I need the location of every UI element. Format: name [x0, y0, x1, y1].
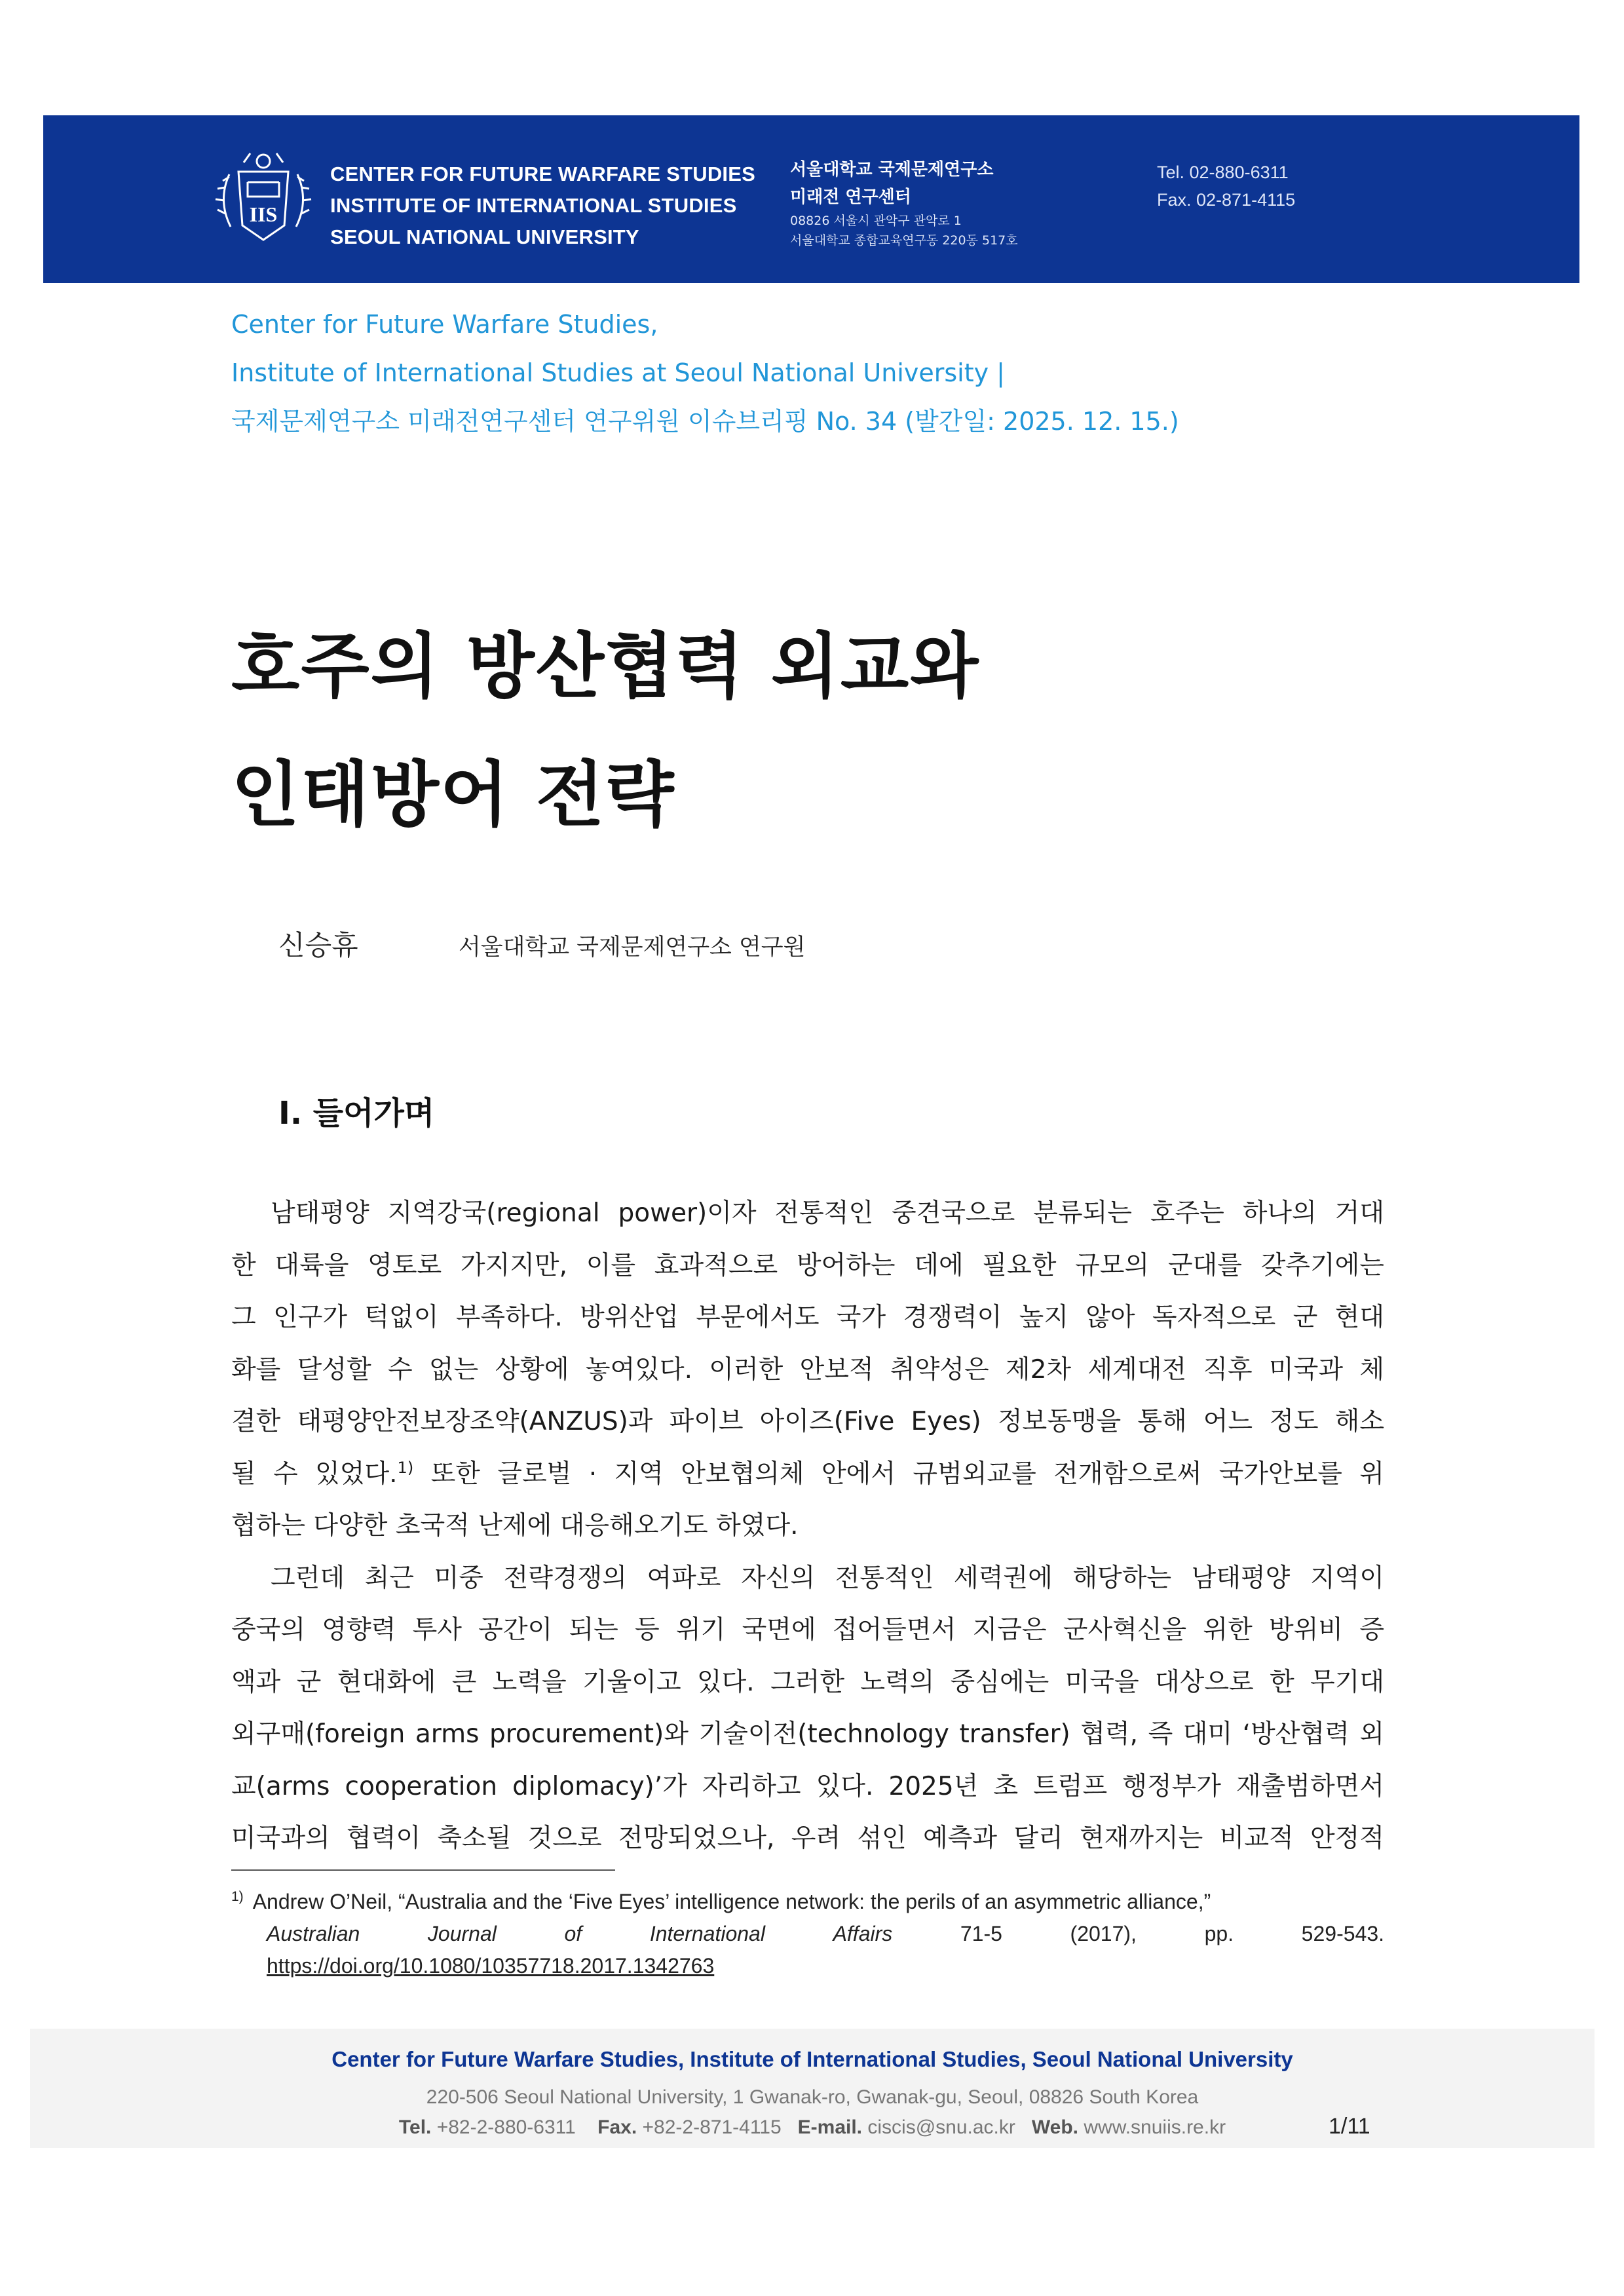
citation-detail: 71-5 [960, 1922, 1002, 1945]
footnote-text: Andrew O’Neil, “Australia and the ‘Five Eyes’ intelligence network: the perils of an asymmetric alliance,” [252, 1890, 1211, 1913]
text-line: 외구매(foreign arms procurement)와 기술이전(technology transfer) 협력, 즉 대미 ‘방산협력 외 [231, 1719, 1384, 1749]
title-line: 인태방어 전략 [231, 754, 675, 836]
org-ko-line: 미래전 연구센터 [790, 187, 911, 207]
text-line: 교(arms cooperation diplomacy)’가 자리하고 있다. 2025년 초 트럼프 행정부가 재출범하면서 [231, 1771, 1384, 1801]
org-en-line: SEOUL NATIONAL UNIVERSITY [330, 225, 639, 248]
text-line: 결한 태평양안전보장조약(ANZUS)과 파이브 아이즈(Five Eyes) 정보동맹을 통해 어느 정도 해소 [231, 1407, 1384, 1436]
paragraph [231, 1187, 1384, 1552]
paragraph [231, 1552, 1384, 1865]
header-contact [1157, 159, 1295, 214]
footer-fax-label: Fax. [597, 2116, 637, 2138]
author-affiliation: 서울대학교 국제문제연구소 연구원 [459, 934, 806, 961]
footnote-line [231, 1918, 1384, 1950]
footer-tel-label: Tel. [398, 2116, 432, 2138]
footer-fax: +82-2-871-4115 [642, 2116, 782, 2138]
header-tel: Tel. 02-880-6311 [1157, 163, 1289, 182]
journal-word: International [649, 1922, 765, 1945]
snu-seal-icon [211, 148, 316, 250]
org-name-en [330, 159, 755, 253]
header-fax: Fax. 02-871-4115 [1157, 190, 1296, 210]
footer-address: 220-506 Seoul National University, 1 Gwanak-ro, Gwanak-gu, Seoul, 08826 South Korea [426, 2086, 1199, 2108]
address-line: 서울대학교 종합교육연구동 220동 517호 [790, 233, 1018, 248]
text-segment: 될 수 있었다. [231, 1459, 398, 1489]
journal-word: Affairs [833, 1922, 893, 1945]
text-line: 화를 달성할 수 없는 상황에 놓여있다. 이러한 안보적 취약성은 제2차 세계대전 직후 미국과 체 [231, 1354, 1384, 1385]
journal-word: of [564, 1922, 582, 1945]
page-number: 1/11 [1329, 2114, 1370, 2139]
footer-org: Center for Future Warfare Studies, Institute of International Studies, Seoul National University [331, 2047, 1293, 2071]
text-segment: 또한 글로벌 · 지역 안보협의체 안에서 규범외교를 전개함으로써 국가안보를 위 [413, 1459, 1385, 1489]
section-heading: Ⅰ. 들어가며 [278, 1095, 435, 1132]
journal-word: Australian [267, 1922, 360, 1945]
org-name-ko [790, 156, 1018, 250]
footnote-divider [231, 1869, 615, 1871]
text-line: 한 대륙을 영토로 가지지만, 이를 효과적으로 방어하는 데에 필요한 규모의 군대를 갖추기에는 [231, 1250, 1384, 1280]
citation-detail: (2017), [1070, 1922, 1137, 1945]
org-en-line: CENTER FOR FUTURE WARFARE STUDIES [330, 163, 756, 185]
address-line: 08826 서울시 관악구 관악로 1 [790, 214, 962, 228]
citation-detail: 529-543. [1301, 1922, 1384, 1945]
org-ko-line: 서울대학교 국제문제연구소 [790, 160, 994, 180]
header-band [43, 115, 1579, 283]
title-line: 호주의 방산협력 외교와 [231, 626, 980, 708]
citation-detail: pp. [1204, 1922, 1234, 1945]
series-line: Institute of International Studies at Seoul National University | [231, 358, 1005, 387]
footer-tel: +82-2-880-6311 [436, 2116, 576, 2138]
journal-word: Journal [427, 1922, 497, 1945]
text-line: 액과 군 현대화에 큰 노력을 기울이고 있다. 그러한 노력의 중심에는 미국을 대상으로 한 무기대 [231, 1667, 1384, 1697]
footer-email[interactable]: ciscis@snu.ac.kr [867, 2116, 1015, 2138]
logo-text: IIS [249, 202, 278, 226]
series-line: 국제문제연구소 미래전연구센터 연구위원 이슈브리핑 No. 34 (발간일: 2025. 12. 15.) [231, 407, 1179, 436]
series-info [231, 300, 1384, 446]
author-name: 신승휴 [278, 929, 358, 961]
series-line: Center for Future Warfare Studies, [231, 310, 658, 339]
footer-web[interactable]: www.snuiis.re.kr [1084, 2116, 1226, 2138]
footnote-line [231, 1886, 1384, 1918]
text-line: 미국과의 협력이 축소될 것으로 전망되었으나, 우려 섞인 예측과 달리 현재까지는 비교적 안정적 [231, 1824, 1384, 1853]
text-line: 그런데 최근 미중 전략경쟁의 여파로 자신의 전통적인 세력권에 해당하는 남태평양 지역이 [271, 1563, 1384, 1593]
text-line [231, 1448, 1384, 1501]
text-line: 그 인구가 턱없이 부족하다. 방위산업 부문에서도 국가 경쟁력이 높지 않아 독자적으로 군 현대 [231, 1303, 1384, 1332]
text-line: 남태평양 지역강국(regional power)이자 전통적인 중견국으로 분류되는 호주는 하나의 거대 [271, 1198, 1384, 1228]
footnote-ref[interactable]: 1) [397, 1458, 414, 1477]
text-line: 중국의 영향력 투사 공간이 되는 등 위기 국면에 접어들면서 지금은 군사혁신을 위한 방위비 증 [231, 1615, 1384, 1645]
body-text [231, 1187, 1384, 1865]
org-en-line: INSTITUTE OF INTERNATIONAL STUDIES [330, 194, 737, 217]
footer-web-label: Web. [1031, 2116, 1079, 2138]
footnote-number: 1) [231, 1889, 244, 1905]
doi-link[interactable]: https://doi.org/10.1080/10357718.2017.1342763 [267, 1954, 715, 1978]
text-line: 협하는 다양한 초국적 난제에 대응해오기도 하였다. [231, 1511, 799, 1540]
footnote [231, 1886, 1384, 1982]
footer-email-label: E-mail. [797, 2116, 863, 2138]
document-title [231, 603, 1410, 860]
page-footer [30, 2029, 1595, 2148]
